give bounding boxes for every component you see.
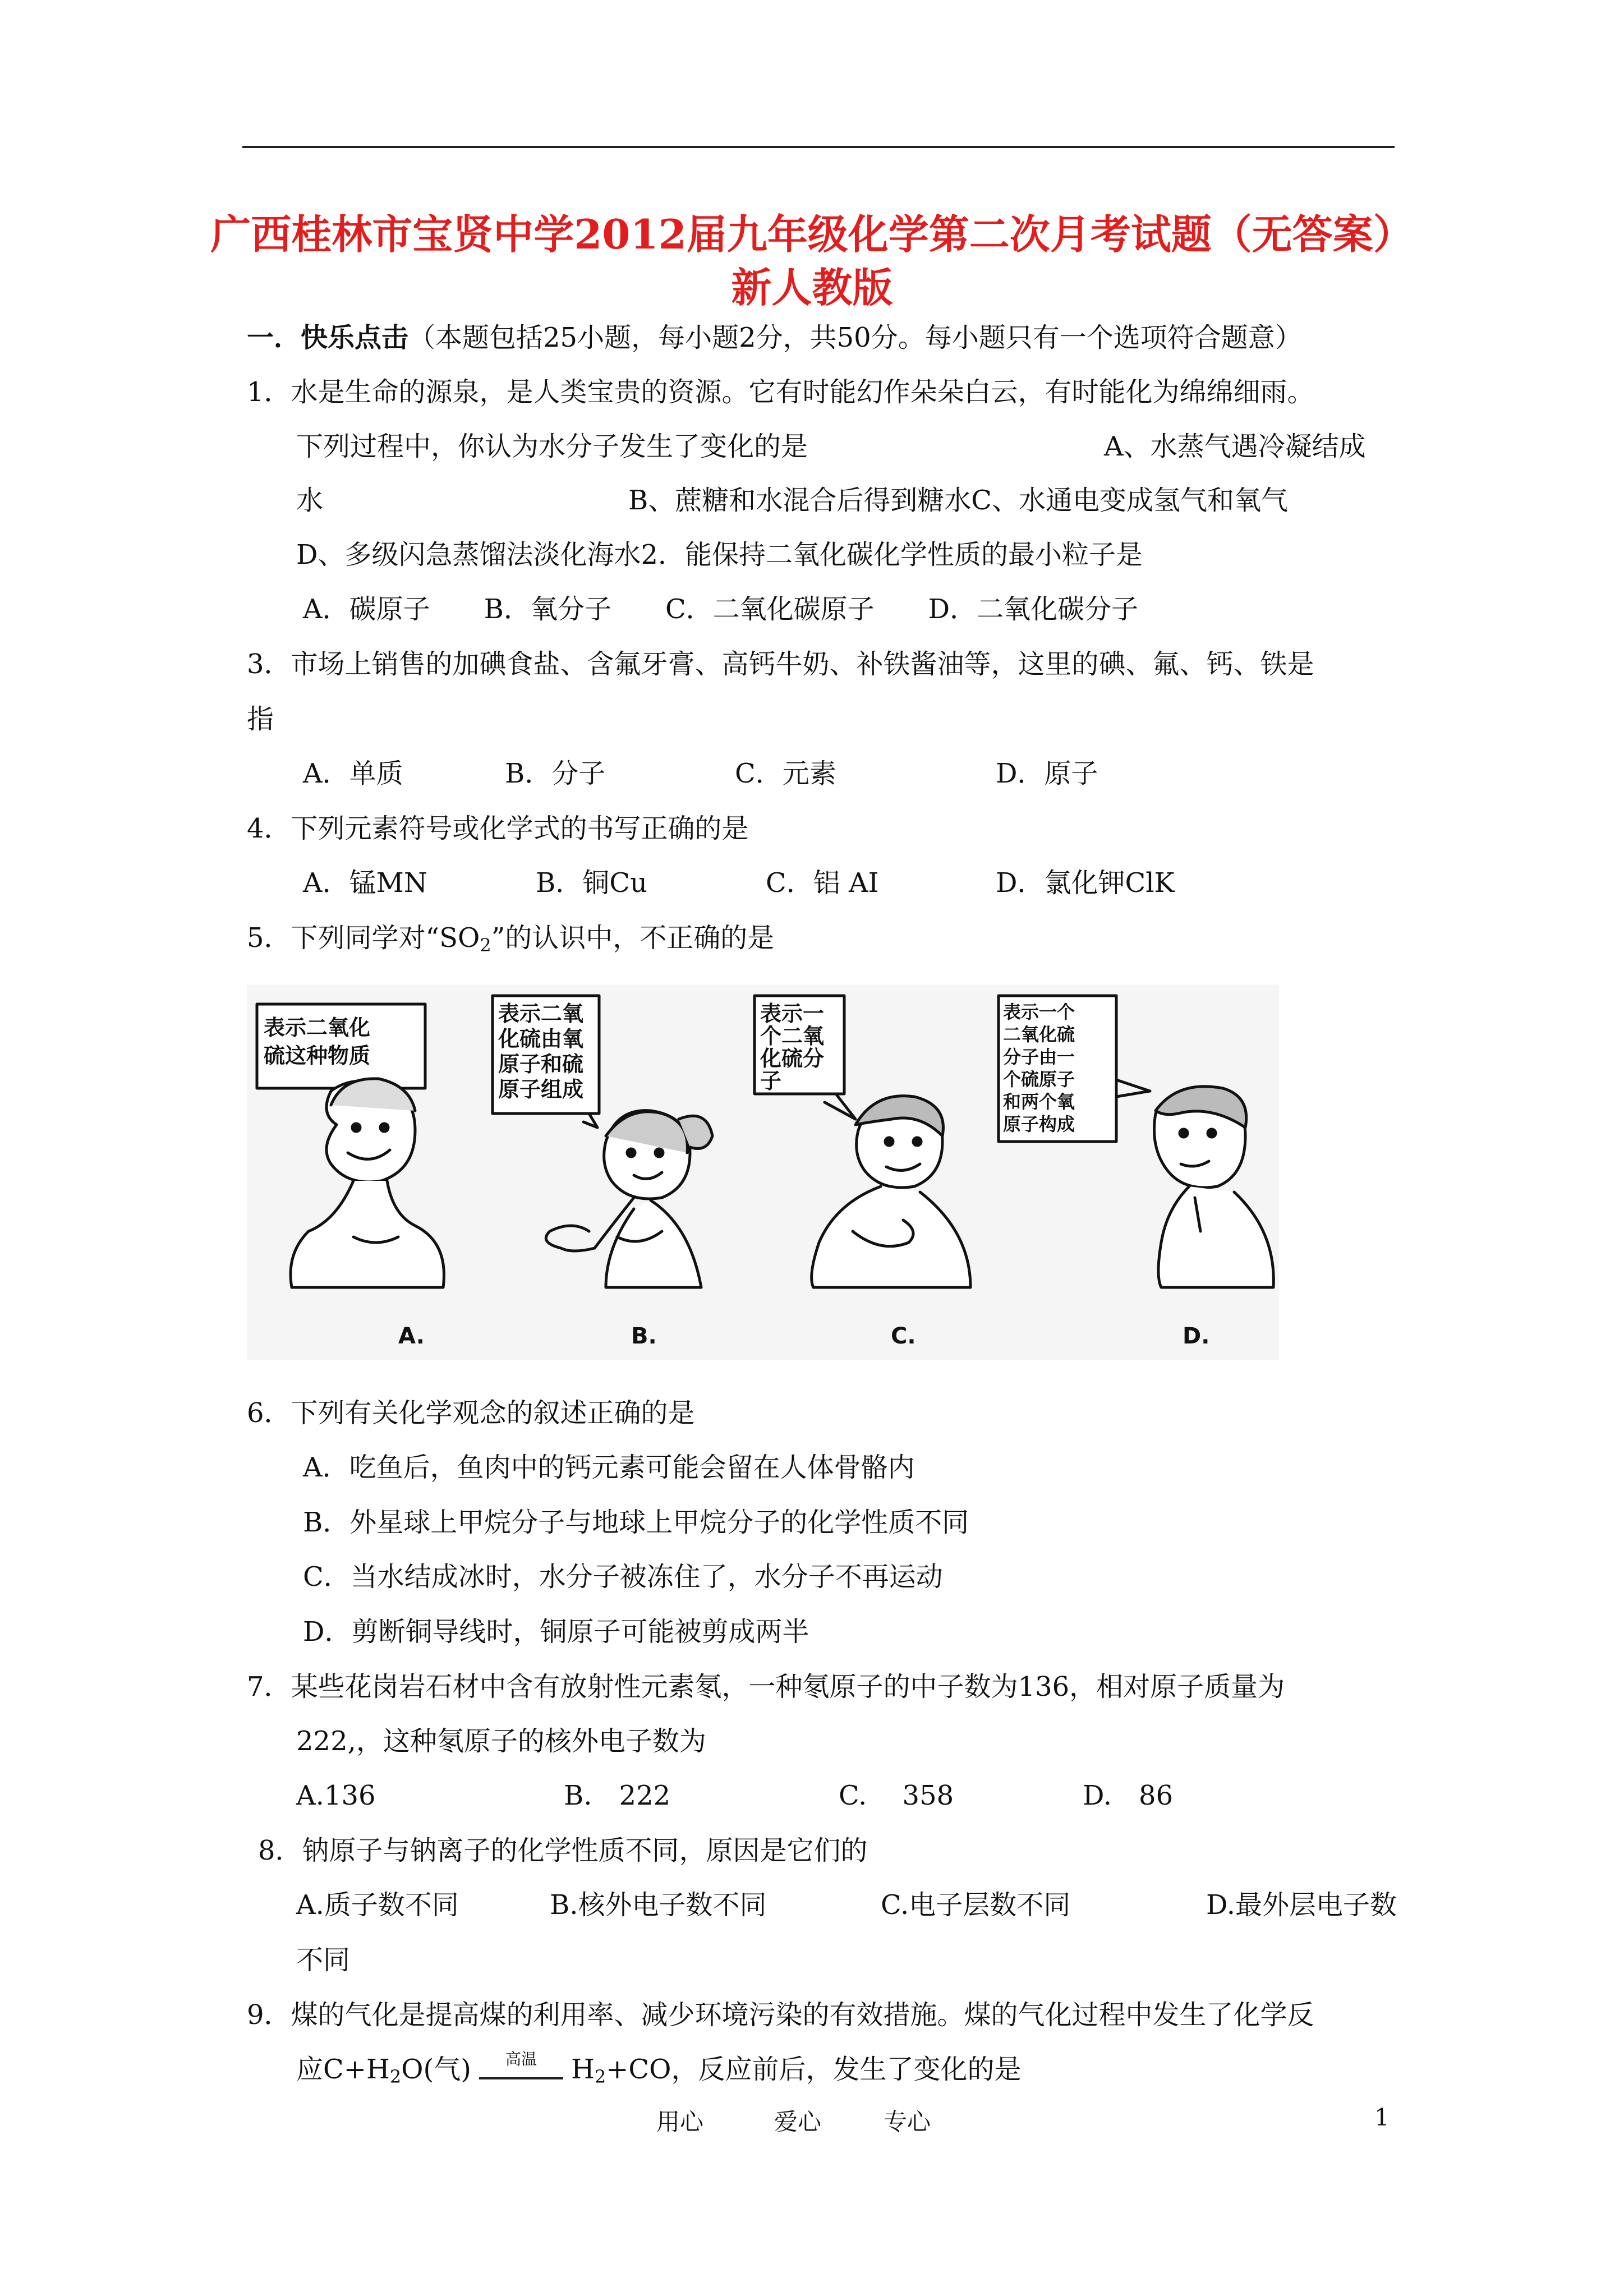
bubble-c-line-4: 子 [760, 1069, 782, 1093]
q1-option-a-cont: 水 [296, 485, 324, 516]
q1-option-a: A、水蒸气遇冷凝结成 [1104, 431, 1366, 462]
figure-label-c: C. [891, 1323, 916, 1349]
q7-line2: 222,，这种氡原子的核外电子数为 [296, 1726, 706, 1757]
bubble-b-line-3: 原子和硫 [498, 1052, 584, 1076]
q8-option-d-cont: 不同 [296, 1944, 351, 1976]
q2-options: A．碳原子 B．氧分子 C．二氧化碳原子 D．二氧化碳分子 [303, 593, 1139, 625]
footer-mid: 爱心 [774, 2108, 822, 2136]
reaction-bar [479, 2077, 563, 2079]
q7-option-c: C. 358 [839, 1780, 954, 1811]
q9-sub-1: 2 [389, 2066, 402, 2087]
q6-stem: 6．下列有关化学观念的叙述正确的是 [247, 1397, 695, 1429]
q7-option-b: B. 222 [564, 1780, 671, 1811]
q4-option-d: D．氯化钾ClK [996, 867, 1175, 899]
q6-option-a: A．吃鱼后，鱼肉中的钙元素可能会留在人体骨骼内 [303, 1452, 915, 1483]
q5-stem [247, 924, 774, 954]
header-rule [242, 146, 1395, 148]
q1-option-d-q2-stem: D、多级闪急蒸馏法淡化海水2．能保持二氧化碳化学性质的最小粒子是 [296, 539, 1143, 570]
footer-right: 专心 [884, 2108, 931, 2136]
bubble-b-line-1: 表示二氧 [498, 1001, 584, 1026]
q6-option-d: D．剪断铜导线时，铜原子可能被剪成两半 [303, 1616, 809, 1648]
q5-stem-post: ”的认识中，不正确的是 [491, 922, 775, 954]
figure-label-a: A. [398, 1323, 425, 1349]
q3-option-c: C．元素 [735, 758, 836, 789]
q4-stem: 4．下列元素符号或化学式的书写正确的是 [247, 813, 749, 844]
q8-option-b: B.核外电子数不同 [550, 1889, 767, 1921]
q4-option-c: C．铝 AI [766, 867, 879, 899]
q8-option-c: C.电子层数不同 [881, 1889, 1071, 1921]
bubble-d-line-2: 二氧化硫 [1003, 1024, 1075, 1045]
section-heading: 一．快乐点击 [247, 322, 409, 353]
q3-line1: 3．市场上销售的加碘食盐、含氟牙膏、高钙牛奶、补铁酱油等，这里的碘、氟、钙、铁是 [247, 648, 1314, 680]
page-number: 1 [1374, 2104, 1390, 2131]
q5-stem-pre: 5．下列同学对“SO [247, 922, 480, 954]
q3-option-a: A．单质 [303, 758, 403, 789]
q9-sub-2: 2 [594, 2066, 606, 2087]
q5-cartoon-figure [247, 984, 1279, 1360]
reaction-arrow [479, 2049, 563, 2085]
q1-options-bc: B、蔗糖和水混合后得到糖水C、水通电变成氢气和氧气 [628, 485, 1289, 516]
bubble-c-line-3: 化硫分 [760, 1046, 825, 1071]
q4-option-b: B．铜Cu [536, 867, 647, 899]
q4-option-a: A．锰MN [303, 867, 427, 899]
bubble-a-line-2: 硫这种物质 [264, 1043, 371, 1068]
q3-option-d: D．原子 [996, 758, 1098, 789]
bubble-b-line-2: 化硫由氧 [498, 1027, 584, 1051]
q8-stem: 8．钠原子与钠离子的化学性质不同，原因是它们的 [258, 1835, 868, 1866]
figure-label-d: D. [1183, 1323, 1210, 1349]
bubble-a-line-1: 表示二氧化 [264, 1015, 371, 1040]
q8-option-a: A.质子数不同 [296, 1889, 459, 1921]
bubble-d-line-4: 个硫原子 [1003, 1069, 1075, 1090]
q9-equation-left: 应C+H [296, 2054, 390, 2085]
q1-line1: 1．水是生命的源泉，是人类宝贵的资源。它有时能幻作朵朵白云，有时能化为绵绵细雨。 [247, 376, 1314, 408]
bubble-d-line-5: 和两个氧 [1003, 1091, 1075, 1112]
bubble-b-line-4: 原子组成 [498, 1077, 584, 1102]
bubble-d-line-1: 表示一个 [1003, 1001, 1075, 1023]
section-instructions: （本题包括25小题，每小题2分，共50分。每小题只有一个选项符合题意） [408, 322, 1302, 353]
q3-line2: 指 [247, 703, 274, 735]
q9-equation-mid: O(气) [401, 2054, 471, 2085]
q9-product-h: H [571, 2054, 595, 2085]
bubble-c-line-1: 表示一 [760, 1001, 825, 1026]
q9-line2 [296, 2049, 1022, 2087]
q9-line1: 9．煤的气化是提高煤的利用率、减少环境污染的有效措施。煤的气化过程中发生了化学反 [247, 1999, 1314, 2031]
page-title: 广西桂林市宝贤中学2012届九年级化学第二次月考试题（无答案） [210, 210, 1414, 258]
q7-option-d: D. 86 [1083, 1780, 1174, 1811]
q8-option-d: D.最外层电子数 [1206, 1889, 1397, 1921]
figure-label-b: B. [631, 1323, 657, 1349]
q1-stem: 下列过程中，你认为水分子发生了变化的是 [296, 431, 808, 462]
q9-equation-right: +CO，反应前后，发生了变化的是 [606, 2054, 1022, 2085]
page-subtitle: 新人教版 [731, 264, 893, 311]
bubble-d-line-3: 分子由一 [1003, 1046, 1075, 1068]
reaction-condition: 高温 [505, 2049, 537, 2068]
bubble-d-line-6: 原子构成 [1003, 1114, 1075, 1135]
section-heading-line [247, 324, 1302, 351]
footer-left: 用心 [656, 2108, 704, 2136]
q5-stem-subscript: 2 [480, 935, 491, 956]
bubble-c-line-2: 个二氧 [760, 1024, 825, 1048]
q6-option-c: C．当水结成冰时，水分子被冻住了，水分子不再运动 [303, 1561, 943, 1593]
q7-line1: 7．某些花岗岩石材中含有放射性元素氡，一种氡原子的中子数为136，相对原子质量为 [247, 1671, 1285, 1703]
q7-option-a: A.136 [296, 1780, 376, 1811]
q6-option-b: B．外星球上甲烷分子与地球上甲烷分子的化学性质不同 [303, 1507, 969, 1538]
q3-option-b: B．分子 [505, 758, 606, 789]
